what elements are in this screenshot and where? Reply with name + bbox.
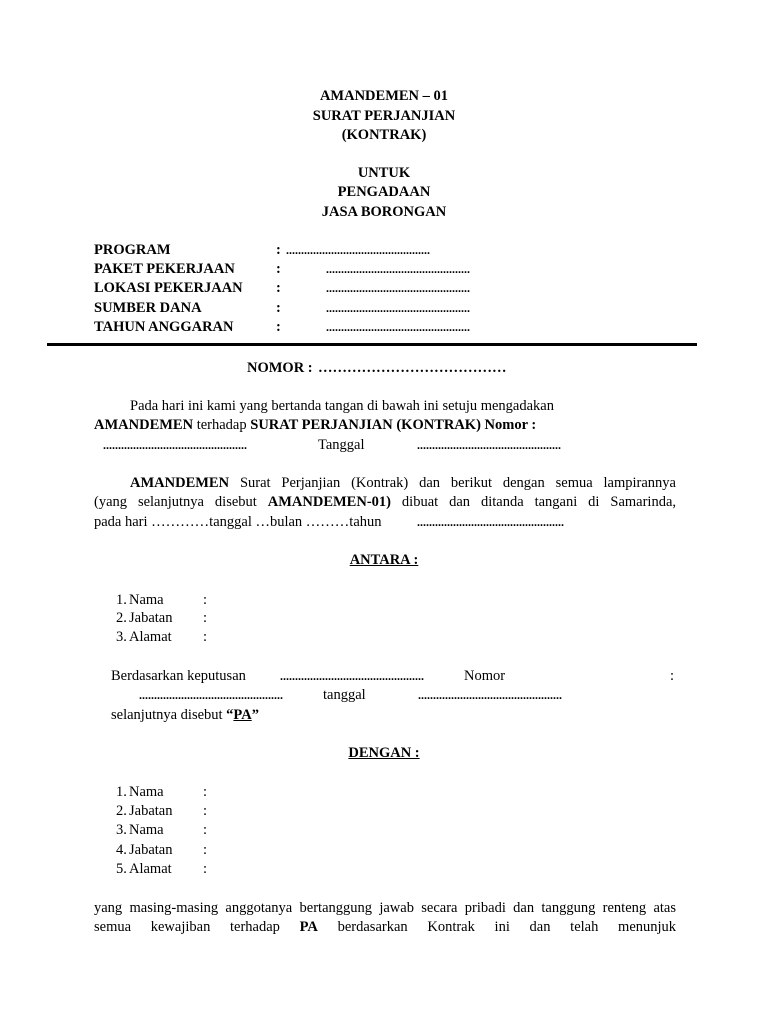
para2-amandemen01: AMANDEMEN-01) (267, 494, 391, 510)
keputusan-dots2: ................................................ (139, 688, 283, 702)
list-item-num: 2. (116, 803, 127, 819)
list-item-num: 5. (116, 861, 127, 877)
field-value-paket: ................................................ (326, 262, 470, 276)
list-item-label: Nama (129, 784, 164, 800)
field-label-lokasi: LOKASI PEKERJAAN (94, 280, 243, 296)
keputusan-dots3: ................................................ (418, 688, 562, 702)
keputusan-colon: : (670, 668, 675, 684)
list-item-colon: : (203, 592, 208, 608)
field-label-tahun: TAHUN ANGGARAN (94, 319, 234, 335)
para2-line2-b: dibuat dan ditanda tangani di Samarinda, (401, 494, 677, 510)
list-item-label: Nama (129, 592, 164, 608)
keputusan-dots1: ................................................ (280, 669, 424, 683)
para2-line1-rest: Surat Perjanjian (Kontrak) dan berikut dengan semua lampirannya (239, 475, 676, 491)
list-item-num: 3. (116, 822, 127, 838)
closing-line1-text: yang masing-masing anggotanya bertanggung jawab secara pribadi dan tanggung renteng atas (94, 900, 676, 916)
pa-label: PA (233, 707, 252, 723)
title-kontrak: (KONTRAK) (341, 127, 427, 143)
open-quote: “ (226, 707, 234, 723)
list-item-label: Jabatan (129, 842, 173, 858)
para1-kontrak-nomor: SURAT PERJANJIAN (KONTRAK) Nomor : (250, 417, 537, 433)
field-value-program: ................................................ (286, 243, 430, 257)
list-item-colon: : (203, 861, 208, 877)
title-surat-perjanjian: SURAT PERJANJIAN (312, 108, 456, 124)
field-value-sumber-dana: ................................................ (326, 301, 470, 315)
title-pengadaan: PENGADAAN (337, 184, 431, 200)
list-item-colon: : (203, 842, 208, 858)
para2-line1 (130, 474, 676, 493)
para2-line3: pada hari …………tanggal …bulan ………tahun (94, 514, 382, 530)
field-colon: : (276, 280, 281, 296)
keputusan-selanjutnya: selanjutnya disebut (111, 707, 223, 723)
list-item-label: Nama (129, 822, 164, 838)
field-colon: : (276, 261, 281, 277)
closing-line1 (94, 899, 676, 918)
title-amandemen: AMANDEMEN – 01 (319, 88, 449, 104)
para2-amandemen: AMANDEMEN (130, 475, 230, 491)
antara-heading: ANTARA : (349, 552, 419, 568)
closing-line2 (94, 918, 676, 937)
list-item-label: Alamat (129, 629, 172, 645)
para1-tanggal: Tanggal (318, 437, 365, 453)
list-item-num: 2. (116, 610, 127, 626)
para1-dots1: ................................................ (103, 438, 247, 452)
list-item-colon: : (203, 629, 208, 645)
para2-line2 (94, 493, 676, 512)
title-jasa-borongan: JASA BORONGAN (321, 204, 447, 220)
list-item-label: Alamat (129, 861, 172, 877)
para2-dots: ................................................. (417, 515, 564, 529)
field-colon: : (276, 242, 281, 258)
list-item-colon: : (203, 822, 208, 838)
field-label-sumber-dana: SUMBER DANA (94, 300, 202, 316)
keputusan-selanjutnya-line (111, 706, 259, 724)
list-item-label: Jabatan (129, 610, 173, 626)
list-item-num: 4. (116, 842, 127, 858)
list-item-num: 3. (116, 629, 127, 645)
para1-line2 (94, 416, 536, 434)
keputusan-nomor: Nomor (464, 668, 506, 684)
list-item-colon: : (203, 803, 208, 819)
field-value-tahun: ................................................ (326, 320, 470, 334)
title-untuk: UNTUK (357, 165, 411, 181)
para1-line1: Pada hari ini kami yang bertanda tangan di bawah ini setuju mengadakan (130, 398, 554, 414)
field-label-program: PROGRAM (94, 242, 171, 258)
field-colon: : (276, 319, 281, 335)
close-quote: ” (251, 707, 259, 723)
divider-line (47, 343, 697, 346)
field-label-paket: PAKET PEKERJAAN (94, 261, 235, 277)
para1-amandemen: AMANDEMEN (94, 417, 194, 433)
closing-line2-b: berdasarkan Kontrak ini dan telah menunjuk (337, 919, 677, 935)
list-item-num: 1. (116, 784, 127, 800)
para1-dots2: ................................................ (417, 438, 561, 452)
nomor-dots: ………………………………… (318, 360, 507, 376)
para2-line2-a: (yang selanjutnya disebut (94, 494, 257, 510)
list-item-colon: : (203, 610, 208, 626)
para1-terhadap: terhadap (196, 417, 247, 433)
list-item-label: Jabatan (129, 803, 173, 819)
nomor-label: NOMOR : (247, 360, 313, 376)
closing-line2-a: semua kewajiban terhadap (94, 919, 280, 935)
keputusan-label: Berdasarkan keputusan (111, 668, 246, 684)
field-colon: : (276, 300, 281, 316)
dengan-heading: DENGAN : (348, 745, 420, 761)
field-value-lokasi: ................................................ (326, 281, 470, 295)
keputusan-tanggal: tanggal (323, 687, 366, 703)
closing-pa: PA (299, 919, 318, 935)
list-item-num: 1. (116, 592, 127, 608)
list-item-colon: : (203, 784, 208, 800)
